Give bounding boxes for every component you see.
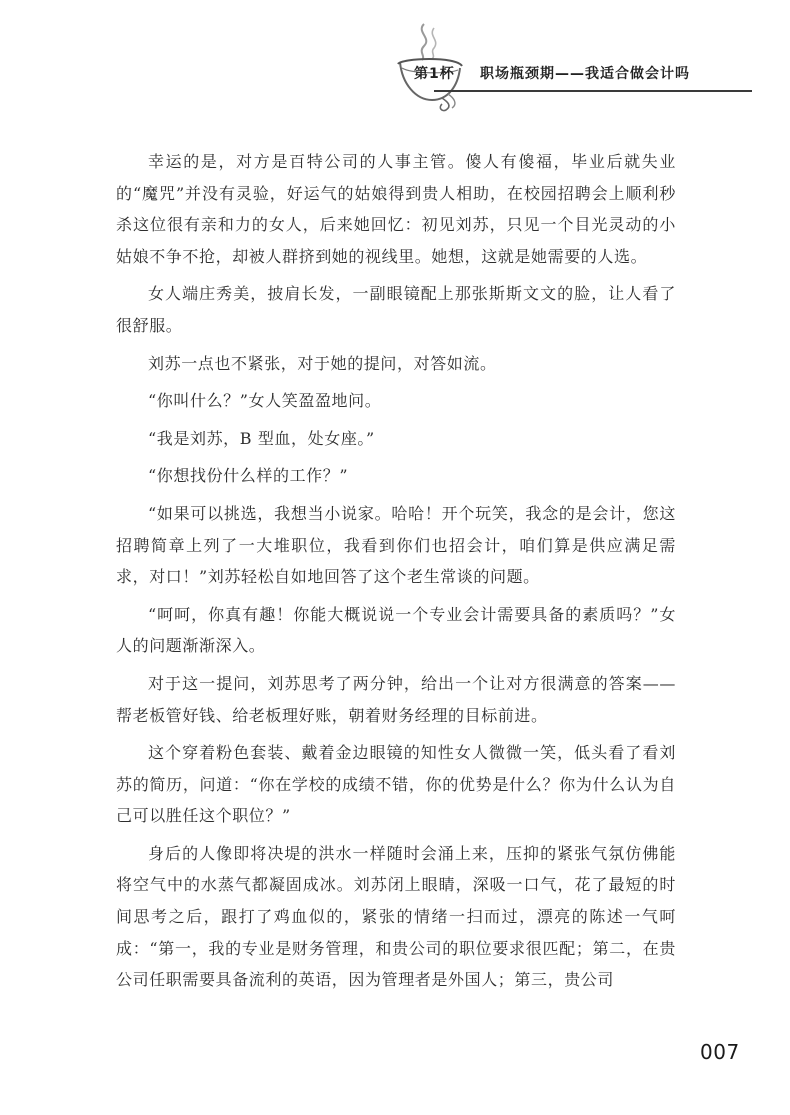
body-text [116, 146, 676, 1002]
paragraph: 女人端庄秀美，披肩长发，一副眼镜配上那张斯斯文文的脸，让人看了很舒服。 [116, 284, 676, 335]
header-rule [434, 90, 752, 92]
paragraph: “你叫什么？”女人笑盈盈地问。 [148, 391, 382, 411]
paragraph: “我是刘苏，B 型血，处女座。” [148, 428, 375, 448]
chapter-title: 职场瓶颈期——我适合做会计吗 [480, 66, 690, 82]
running-header [372, 14, 772, 106]
paragraph: 刘苏一点也不紧张，对于她的提问，对答如流。 [148, 353, 497, 373]
paragraph: “如果可以挑选，我想当小说家。哈哈！开个玩笑，我念的是会计，您这招聘简章上列了一大堆职位，我看到你们也招会计，咱们算是供应满足需求，对口！”刘苏轻松自如地回答了这个老生常谈的问题。 [116, 503, 676, 587]
paragraph: 幸运的是，对方是百特公司的人事主管。傻人有傻福，毕业后就失业的“魔咒”并没有灵验，好运气的姑娘得到贵人相助，在校园招聘会上顺利秒杀这位很有亲和力的女人，后来她回忆：初见刘苏，只见一个目光灵动的小姑娘不争不抢，却被人群挤到她的视线里。她想，这就是她需要的人选。 [116, 152, 676, 266]
paragraph: 这个穿着粉色套装、戴着金边眼镜的知性女人微微一笑，低头看了看刘苏的简历，问道：“你在学校的成绩不错，你的优势是什么？你为什么认为自己可以胜任这个职位？” [116, 743, 676, 826]
paragraph: 身后的人像即将决堤的洪水一样随时会涌上来，压抑的紧张气氛仿佛能将空气中的水蒸气都凝固成冰。刘苏闭上眼睛，深吸一口气，花了最短的时间思考之后，跟打了鸡血似的，紧张的情绪一扫而过，漂亮的陈述一气呵成：“第一，我的专业是财务管理，和贵公司的职位要求很匹配；第二，在贵公司任职需要具备流利的英语，因为管理者是外国人；第三，贵公司 [116, 843, 676, 990]
paragraph: “呵呵，你真有趣！你能大概说说一个专业会计需要具备的素质吗？”女人的问题渐渐深入。 [116, 604, 676, 656]
chapter-label: 第1杯 [414, 66, 455, 82]
paragraph: 对于这一提问，刘苏思考了两分钟，给出一个让对方很满意的答案——帮老板管好钱、给老板理好账，朝着财务经理的目标前进。 [116, 673, 676, 725]
paragraph: “你想找份什么样的工作？” [148, 466, 349, 486]
page-number: 007 [700, 1040, 740, 1064]
